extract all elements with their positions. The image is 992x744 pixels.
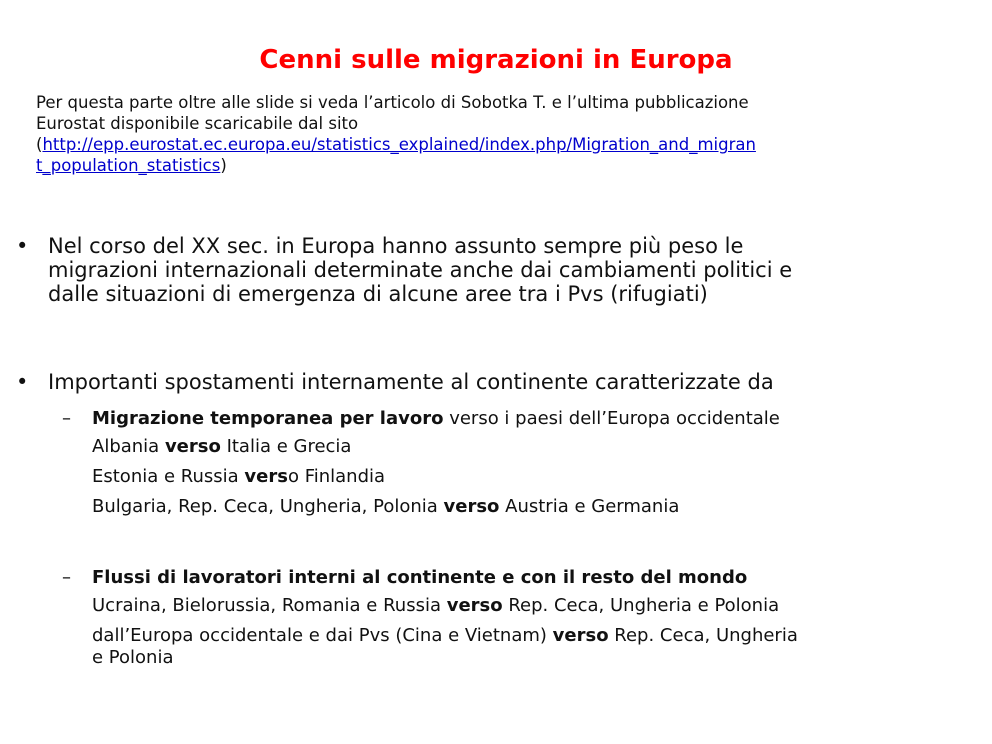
bullet-2-line-1: Importanti spostamenti internamente al continente caratterizzate da	[48, 370, 774, 394]
bullet-1-line-1: Nel corso del XX sec. in Europa hanno assunto sempre più peso le	[48, 234, 744, 258]
row-keyword: vers	[244, 466, 288, 487]
sub-item-2	[62, 566, 972, 668]
row-text: Rep. Ceca, Ungheria	[608, 625, 798, 646]
intro-line-4	[36, 155, 966, 176]
sub-2-body	[92, 566, 972, 668]
sub-2-heading	[92, 566, 972, 590]
row-keyword: verso	[446, 595, 503, 616]
row-text: Italia e Grecia	[220, 436, 352, 457]
bullet-marker: •	[16, 370, 29, 394]
row-text: Austria e Germania	[499, 496, 680, 517]
sub-1-heading	[92, 407, 972, 431]
row-text: Estonia e Russia	[92, 466, 245, 487]
eurostat-link-continued[interactable]: t_population_statistics	[36, 156, 221, 175]
sub-2-heading-bold: Flussi di lavoratori interni al continente e con il resto del mondo	[92, 567, 748, 588]
close-paren: )	[220, 156, 227, 175]
sub-1-body	[92, 407, 972, 519]
open-paren: (	[36, 135, 43, 154]
intro-line-2: Eurostat disponibile scaricabile dal sito	[36, 114, 359, 133]
bullet-item-2	[16, 370, 966, 394]
sub-2-row-3: e Polonia	[92, 647, 174, 668]
sub-1-row-3	[92, 495, 972, 519]
row-text: Bulgaria, Rep. Ceca, Ungheria, Polonia	[92, 496, 444, 517]
sub-2-row-1	[92, 594, 972, 618]
sub-1-heading-rest: verso i paesi dell’Europa occidentale	[443, 408, 780, 429]
bullet-item-1	[16, 234, 966, 306]
eurostat-link[interactable]: http://epp.eurostat.ec.europa.eu/statistics_explained/index.php/Migration_and_migran	[42, 135, 756, 154]
sub-marker: –	[62, 408, 71, 429]
row-text: Ucraina, Bielorussia, Romania e Russia	[92, 595, 447, 616]
row-keyword: verso	[443, 496, 500, 517]
bullet-marker: •	[16, 234, 29, 258]
bullet-1-line-3: dalle situazioni di emergenza di alcune aree tra i Pvs (rifugiati)	[48, 282, 708, 306]
row-keyword: verso	[552, 625, 609, 646]
sub-1-row-1	[92, 435, 972, 459]
intro-paragraph	[36, 92, 966, 176]
row-text: Albania	[92, 436, 165, 457]
sub-1-heading-bold: Migrazione temporanea per lavoro	[92, 408, 444, 429]
bullet-2-text	[48, 370, 966, 394]
intro-line-3	[36, 134, 966, 155]
sub-1-row-2	[92, 465, 972, 489]
row-text: o Finlandia	[287, 466, 386, 487]
slide-title: Cenni sulle migrazioni in Europa	[259, 45, 733, 75]
bullet-1-line-2: migrazioni internazionali determinate anche dai cambiamenti politici e	[48, 258, 793, 282]
row-text: dall’Europa occidentale e dai Pvs (Cina e Vietnam)	[92, 625, 553, 646]
row-text: Rep. Ceca, Ungheria e Polonia	[502, 595, 780, 616]
bullet-1-text	[48, 234, 966, 306]
intro-line-1: Per questa parte oltre alle slide si veda l’articolo di Sobotka T. e l’ultima pubblicazione	[36, 93, 749, 112]
sub-item-1	[62, 407, 972, 519]
sub-2-row-2	[92, 624, 972, 648]
row-keyword: verso	[164, 436, 221, 457]
sub-marker: –	[62, 567, 71, 588]
